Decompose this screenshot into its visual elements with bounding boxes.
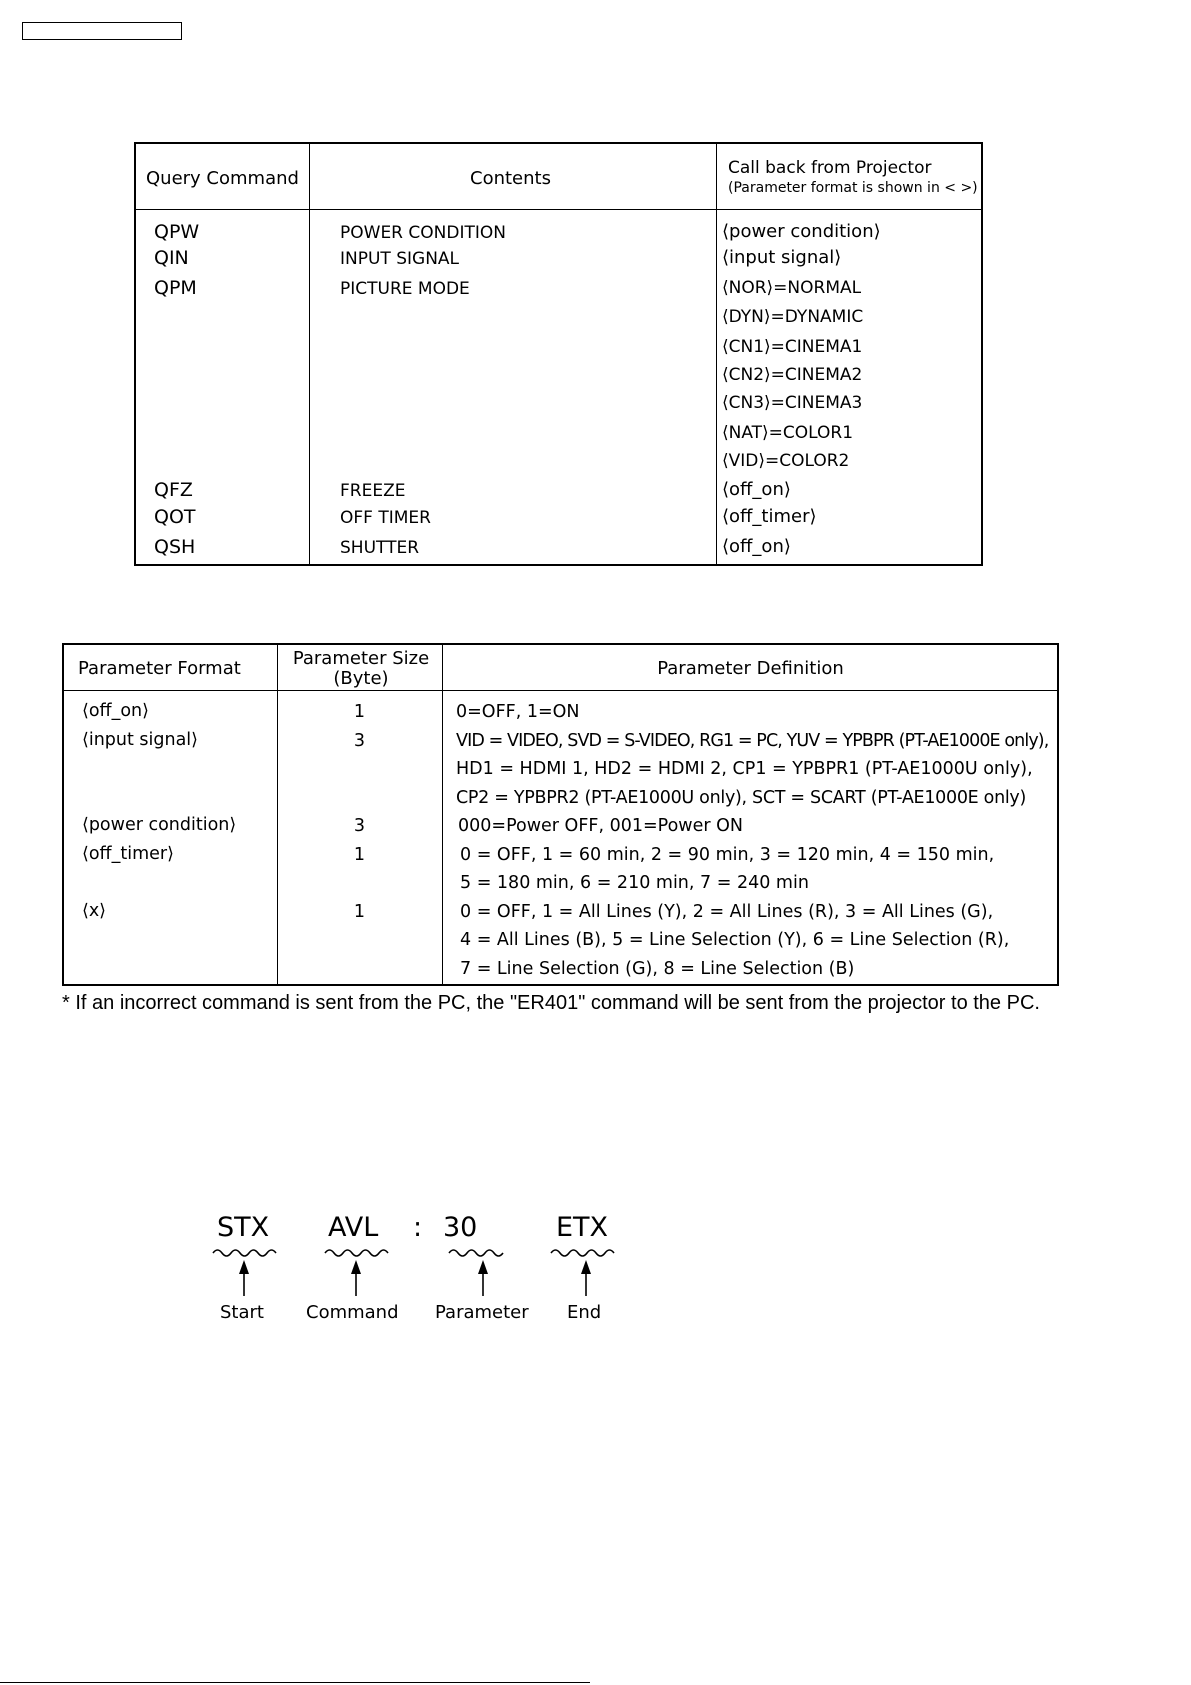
query-callback: ⟨NAT⟩=COLOR1 [722, 423, 854, 443]
query-callback: ⟨VID⟩=COLOR2 [722, 451, 850, 471]
param-definition: 5 = 180 min, 6 = 210 min, 7 = 240 min [460, 873, 809, 893]
param-format: ⟨off_on⟩ [82, 701, 149, 721]
wavy-underline [213, 1250, 276, 1256]
footer-rule [0, 1682, 590, 1683]
arrow-head [351, 1260, 361, 1274]
header-contents: Contents [470, 168, 551, 189]
param-definition: HD1 = HDMI 1, HD2 = HDMI 2, CP1 = YPBPR1 (PT-AE1000U only), [456, 759, 1033, 779]
column-divider [309, 144, 310, 564]
query-content: PICTURE MODE [340, 279, 470, 299]
query-content: FREEZE [340, 481, 406, 501]
header-parameter-size: Parameter Size [292, 648, 430, 669]
query-cmd: QOT [154, 506, 196, 528]
header-parameter-size-unit: (Byte) [333, 668, 389, 689]
query-content: INPUT SIGNAL [340, 249, 460, 269]
query-cmd: QIN [154, 247, 189, 269]
header-callback-note: (Parameter format is shown in < >) [728, 180, 978, 196]
query-callback: ⟨off_timer⟩ [722, 506, 817, 527]
arrow-head [581, 1260, 591, 1274]
diagram-label-parameter: Parameter [435, 1302, 529, 1323]
query-callback: ⟨CN1⟩=CINEMA1 [722, 337, 863, 357]
diagram-arrows [200, 1240, 640, 1300]
diagram-code-parameter: 30 [443, 1212, 478, 1243]
param-definition: 0 = OFF, 1 = 60 min, 2 = 90 min, 3 = 120 min, 4 = 150 min, [460, 845, 995, 865]
diagram-code-start: STX [217, 1212, 270, 1243]
query-cmd: QPW [154, 221, 200, 243]
wavy-underline [325, 1250, 388, 1256]
diagram-label-start: Start [220, 1302, 264, 1323]
wavy-underline [551, 1250, 614, 1256]
query-callback: ⟨input signal⟩ [722, 247, 842, 268]
header-box [22, 22, 182, 40]
header-divider [64, 690, 1057, 691]
arrow-head [478, 1260, 488, 1274]
query-callback: ⟨NOR⟩=NORMAL [722, 278, 862, 298]
param-definition: 0 = OFF, 1 = All Lines (Y), 2 = All Lines (R), 3 = All Lines (G), [460, 902, 994, 922]
param-format: ⟨power condition⟩ [82, 815, 237, 835]
header-divider [136, 209, 981, 210]
param-definition: 000=Power OFF, 001=Power ON [458, 816, 743, 836]
header-parameter-format: Parameter Format [78, 658, 241, 679]
param-size: 1 [353, 902, 366, 922]
query-content: SHUTTER [340, 538, 420, 558]
param-format: ⟨off_timer⟩ [82, 844, 174, 864]
error-note: * If an incorrect command is sent from the PC, the "ER401" command will be sent from the projector to the PC. [62, 992, 1040, 1014]
query-content: OFF TIMER [340, 508, 431, 528]
diagram-code-end: ETX [556, 1212, 609, 1243]
header-callback: Call back from Projector [728, 158, 932, 178]
param-definition: 4 = All Lines (B), 5 = Line Selection (Y), 6 = Line Selection (R), [460, 930, 1010, 950]
param-format: ⟨input signal⟩ [82, 730, 198, 750]
column-divider [277, 645, 278, 984]
query-callback: ⟨DYN⟩=DYNAMIC [722, 307, 864, 327]
query-callback: ⟨CN3⟩=CINEMA3 [722, 393, 863, 413]
param-definition: 0=OFF, 1=ON [456, 702, 580, 722]
arrow-head [239, 1260, 249, 1274]
header-parameter-definition: Parameter Definition [657, 658, 844, 679]
param-format: ⟨x⟩ [82, 901, 107, 921]
param-size: 3 [353, 816, 366, 836]
diagram-label-command: Command [306, 1302, 399, 1323]
wavy-underline [449, 1250, 503, 1256]
column-divider [442, 645, 443, 984]
param-definition: CP2 = YPBPR2 (PT-AE1000U only), SCT = SCART (PT-AE1000E only) [456, 788, 1027, 808]
query-cmd: QPM [154, 277, 197, 299]
query-command-table [134, 142, 983, 566]
param-size: 1 [353, 702, 366, 722]
query-cmd: QFZ [154, 479, 193, 501]
column-divider [716, 144, 717, 564]
param-size: 3 [353, 731, 366, 751]
parameter-table [62, 643, 1059, 986]
query-cmd: QSH [154, 536, 196, 558]
param-definition: VID = VIDEO, SVD = S-VIDEO, RG1 = PC, YUV = YPBPR (PT-AE1000E only), [456, 731, 1049, 751]
param-size: 1 [353, 845, 366, 865]
header-query-command: Query Command [146, 168, 299, 189]
query-callback: ⟨power condition⟩ [722, 221, 881, 242]
diagram-label-end: End [567, 1302, 602, 1323]
diagram-code-command: AVL [328, 1212, 379, 1243]
query-callback: ⟨off_on⟩ [722, 479, 791, 500]
diagram-separator: : [413, 1212, 423, 1243]
param-definition: 7 = Line Selection (G), 8 = Line Selection (B) [460, 959, 855, 979]
query-callback: ⟨off_on⟩ [722, 536, 791, 557]
query-content: POWER CONDITION [340, 223, 506, 243]
query-callback: ⟨CN2⟩=CINEMA2 [722, 365, 863, 385]
